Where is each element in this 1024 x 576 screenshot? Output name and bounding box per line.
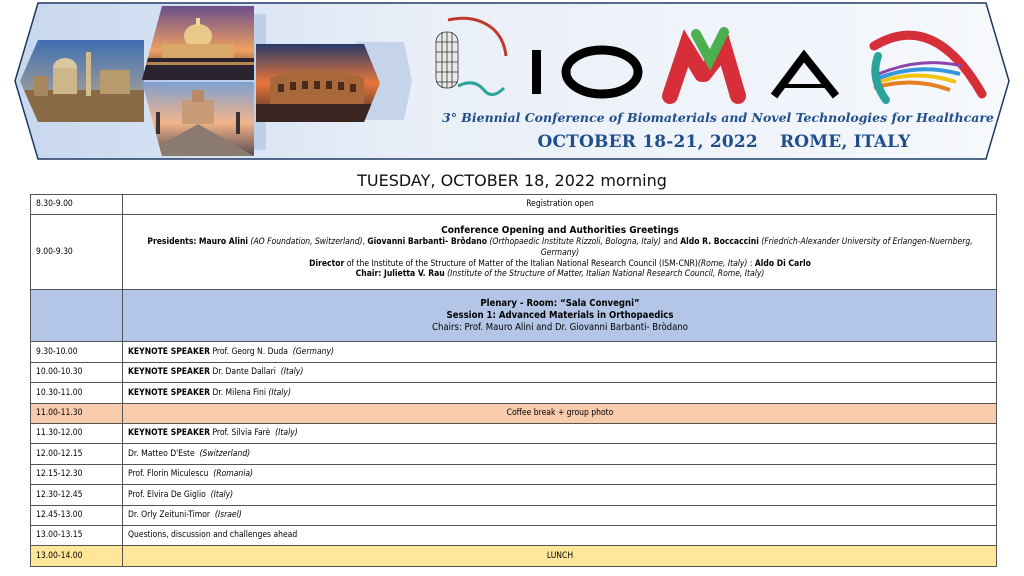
table-row-coffee-break (31, 403, 997, 423)
time-cell: 11.30-12.00 (31, 423, 123, 443)
colosseum-photo (256, 44, 380, 122)
time-cell: 8.30-9.00 (31, 195, 123, 215)
table-row (31, 423, 997, 443)
plenary-room: Plenary - Room: “Sala Convegni” (480, 298, 640, 310)
conference-subtitle: 3° Biennial Conference of Biomaterials and Novel Technologies for Healthcare (442, 110, 994, 125)
time-cell: 9.30-10.00 (31, 342, 123, 362)
presidents-line: Presidents: Mauro Alini (AO Foundation, Switzerland), Giovanni Barbanti- Brò̀dano (Orthopaedic Institute Rizzoli, Bologna, Italy) and Aldo R. Boccaccini (Friedrich-Alexander University of Erlangen-Nuernberg, Germany) (147, 237, 973, 259)
conference-banner (14, 2, 1010, 160)
talk-cell: KEYNOTE SPEAKER Dr. Dante Dallari (Italy) (123, 362, 997, 382)
time-cell: 12.45-13.00 (31, 505, 123, 525)
day-title: TUESDAY, OCTOBER 18, 2022 morning (357, 171, 667, 190)
table-row-opening (31, 215, 997, 290)
talk-cell: KEYNOTE SPEAKER Dr. Milena Fini (Italy) (123, 383, 997, 403)
time-cell: 13.00-13.15 (31, 525, 123, 545)
talk-cell: Prof. Elvira De Giglio (Italy) (123, 485, 997, 505)
table-row (31, 342, 997, 362)
talk-cell: Dr. Orly Zeituni-Timor (Israel) (123, 505, 997, 525)
opening-title: Conference Opening and Authorities Greetings (441, 224, 679, 236)
table-row (31, 383, 997, 403)
registration-cell: Registration open (123, 195, 997, 215)
table-row (31, 444, 997, 464)
plenary-cell (123, 290, 997, 342)
st-peters-photo (142, 6, 254, 80)
time-cell: 12.15-12.30 (31, 464, 123, 484)
ioma-logo (434, 16, 994, 110)
discussion-cell: Questions, discussion and challenges ahead (123, 525, 997, 545)
talk-cell: KEYNOTE SPEAKER Prof. Silvia Farè (Italy) (123, 423, 997, 443)
conference-dates: OCTOBER 18-21, 2022 (537, 132, 758, 152)
time-cell: 12.00-12.15 (31, 444, 123, 464)
time-cell: 12.30-12.45 (31, 485, 123, 505)
session-title: Session 1: Advanced Materials in Orthopaedics (446, 309, 674, 321)
talk-cell: Prof. Florin Miculescu (Romania) (123, 464, 997, 484)
conference-dates-location (514, 132, 934, 152)
program-table (30, 194, 997, 567)
table-row (31, 464, 997, 484)
opening-cell (123, 215, 997, 290)
time-cell: 11.00-11.30 (31, 403, 123, 423)
time-cell: 10.00-10.30 (31, 362, 123, 382)
time-cell: 9.00-9.30 (31, 215, 123, 290)
conference-location: ROME, ITALY (779, 132, 911, 152)
talk-cell: Dr. Matteo D'Este (Switzerland) (123, 444, 997, 464)
session-chairs: Chairs: Prof. Mauro Alini and Dr. Giovanni Barbanti- Bròdano (431, 321, 688, 333)
chair-line: Chair: Julietta V. Rau (Institute of the Structure of Matter, Italian National Research Council, Rome, Italy) (355, 269, 765, 280)
director-line: Director of the Institute of the Structure of Matter of the Italian National Research Council (ISM-CNR)(Rome, Italy) : Aldo Di Carlo (309, 258, 811, 269)
forum-photo (20, 40, 144, 122)
table-row (31, 195, 997, 215)
table-row (31, 485, 997, 505)
talk-cell: KEYNOTE SPEAKER Prof. Georg N. Duda (Germany) (123, 342, 997, 362)
table-row-lunch (31, 546, 997, 566)
table-row (31, 525, 997, 545)
time-cell (31, 290, 123, 342)
table-row (31, 362, 997, 382)
sant-angelo-photo (142, 82, 254, 156)
time-cell: 13.00-14.00 (31, 546, 123, 566)
coffee-break-cell: Coffee break + group photo (123, 403, 997, 423)
time-cell: 10.30-11.00 (31, 383, 123, 403)
table-row (31, 505, 997, 525)
lunch-cell: LUNCH (123, 546, 997, 566)
table-row-plenary (31, 290, 997, 342)
